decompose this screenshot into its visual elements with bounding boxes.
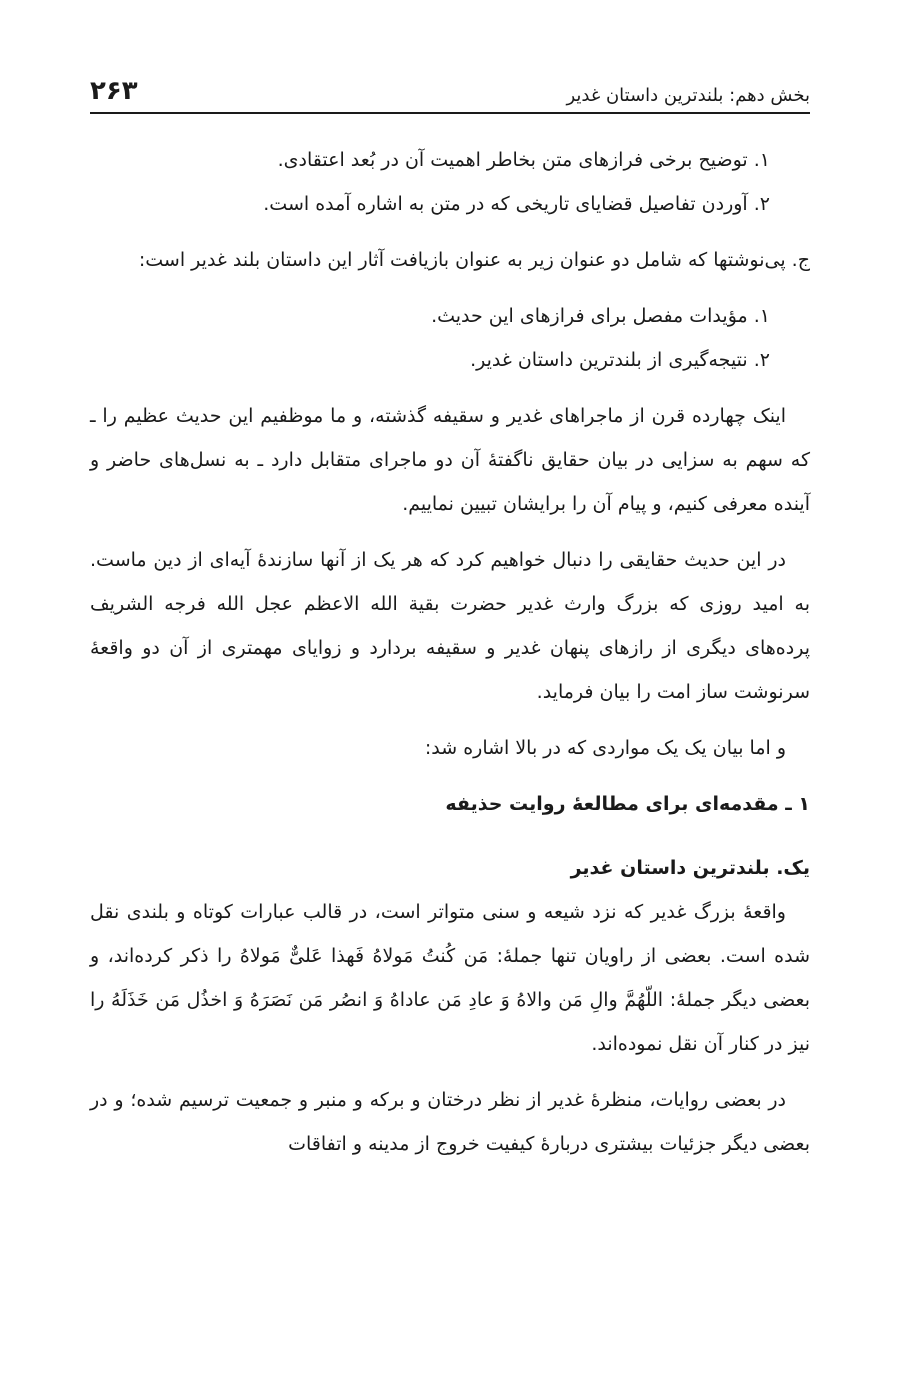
paragraph: در بعضی روایات، منظرهٔ غدیر از نظر درختان و برکه و منبر و جمعیت ترسیم شده؛ و در بعضی دیگر جزئیات بیشتری دربارهٔ کیفیت خروج از مدینه و اتفاقات — [90, 1089, 810, 1155]
page-number: ۲۶۳ — [90, 76, 138, 106]
paragraph: و اما بیان یک یک مواردی که در بالا اشاره شد: — [424, 737, 786, 759]
list-c — [90, 294, 810, 382]
list-item: ۲. نتیجه‌گیری از بلندترین داستان غدیر. — [470, 349, 770, 371]
page-content — [90, 138, 810, 1166]
list-b — [90, 138, 810, 226]
paragraph: واقعهٔ بزرگ غدیر که نزد شیعه و سنی متواتر است، در قالب عبارات کوتاه و بلندی نقل شده است. بعضی از راویان تنها جملهٔ: مَن کُنتُ مَولاهُ فَهذا عَلیٌّ مَولاهُ را ذکر کرده‌اند، و بعضی دیگر جملهٔ: اللّهُمَّ والِ مَن والاهُ وَ عادِ مَن عاداهُ وَ انصُر مَن نَصَرَهُ وَ اخذُل مَن خَذَلَهُ را نیز در کنار آن نقل نموده‌اند. — [90, 901, 810, 1055]
list-item: ۲. آوردن تفاصیل قضایای تاریخی که در متن به اشاره آمده است. — [263, 193, 770, 215]
running-title: بخش دهم: بلندترین داستان غدیر — [566, 85, 810, 106]
list-item: ۱. مؤیدات مفصل برای فرازهای این حدیث. — [431, 305, 770, 327]
paragraph: در این حدیث حقایقی را دنبال خواهیم کرد که هر یک از آنها سازندهٔ آیه‌ای از دین ماست. به امید روزی که بزرگ وارث غدیر حضرت بقیة الله الاعظم عجل الله فرجه الشریف پرده‌های دیگری از رازهای پنهان غدیر و سقیفه بردارد و زوایای مهمتری از آن دو واقعهٔ سرنوشت ساز امت را بیان فرماید. — [90, 549, 810, 703]
paragraph-c: ج. پی‌نوشتها که شامل دو عنوان زیر به عنوان بازیافت آثار این داستان بلند غدیر است: — [138, 249, 810, 271]
section-heading: ۱ ـ مقدمه‌ای برای مطالعهٔ روایت حذیفه — [445, 793, 810, 815]
book-page — [90, 0, 810, 1390]
paragraph: اینک چهارده قرن از ماجراهای غدیر و سقیفه گذشته، و ما موظفیم این حدیث عظیم را ـ که سهم به سزایی در بیان حقایق ناگفتهٔ آن دو ماجرای متقابل دارد ـ به نسل‌های حاضر و آینده معرفی کنیم، و پیام آن را برایشان تبیین نماییم. — [90, 405, 810, 515]
page-header — [90, 66, 810, 114]
subsection-heading: یک. بلندترین داستان غدیر — [570, 857, 810, 879]
list-item: ۱. توضیح برخی فرازهای متن بخاطر اهمیت آن در بُعد اعتقادی. — [277, 149, 770, 171]
